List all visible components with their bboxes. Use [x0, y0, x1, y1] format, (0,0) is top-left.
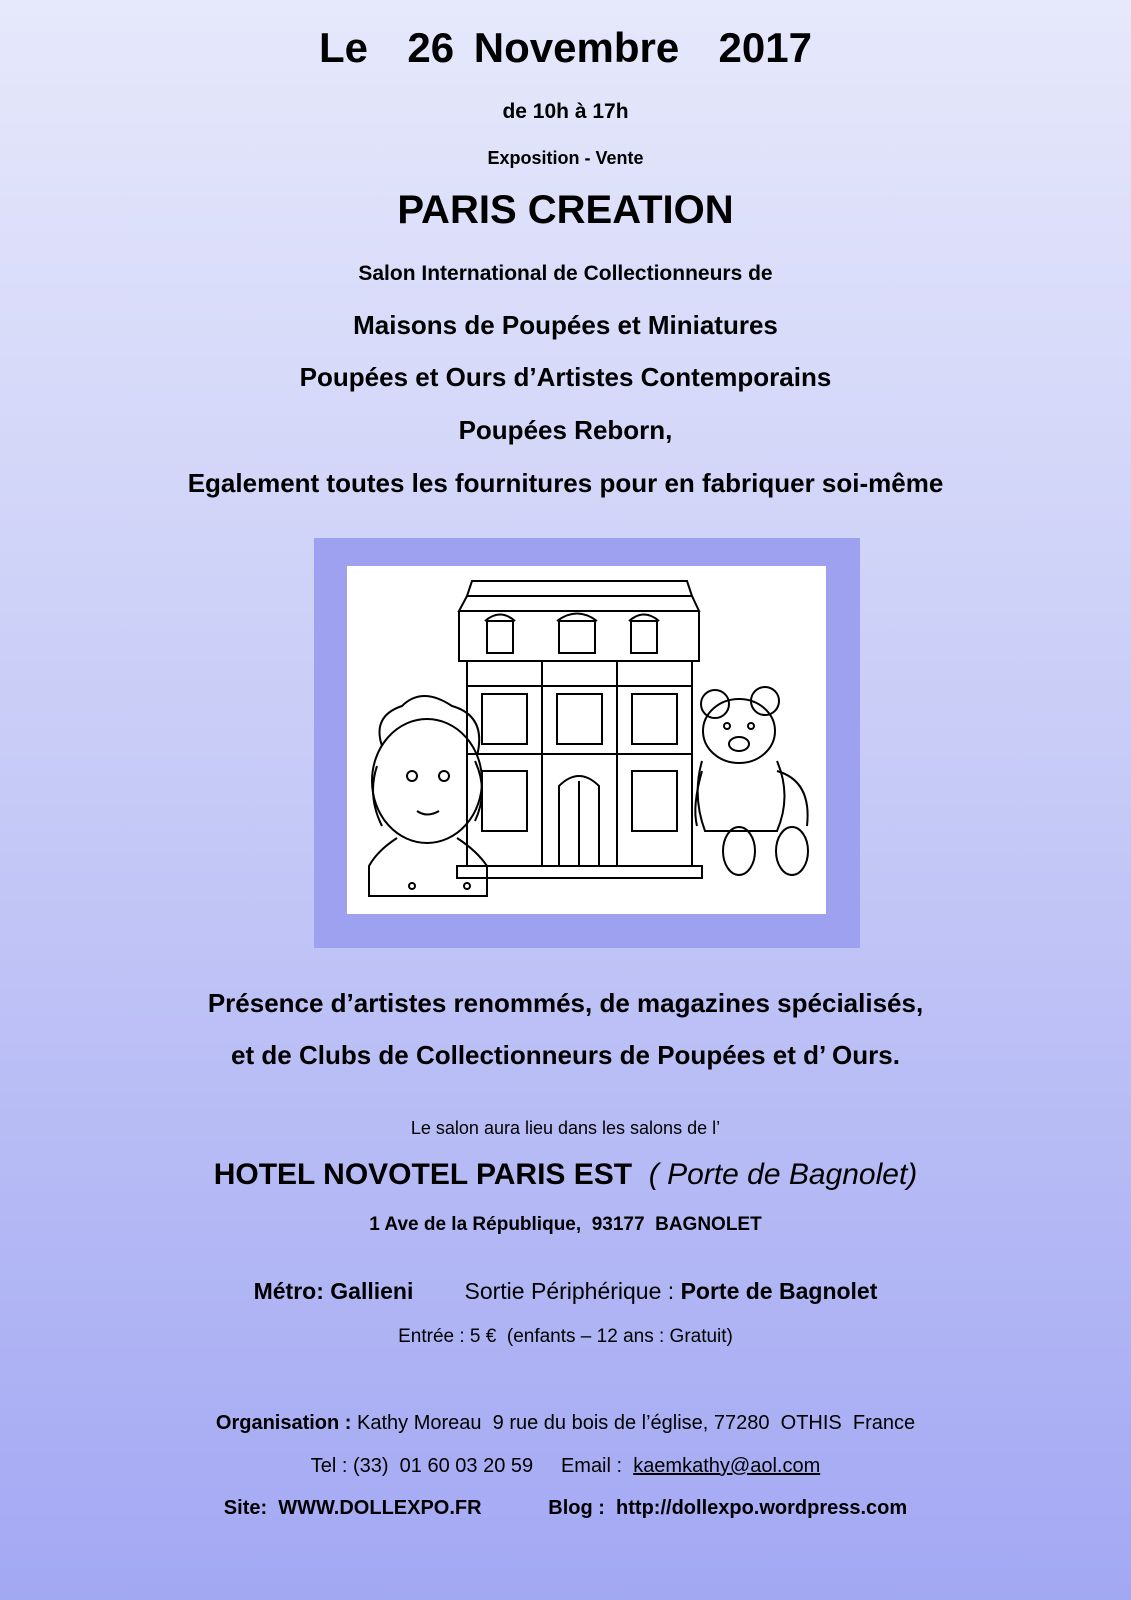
- organisation: [0, 1412, 1131, 1435]
- exit-label: Sortie Périphérique :: [464, 1278, 675, 1304]
- metro-value: Gallieni: [330, 1278, 414, 1304]
- phone: Tel : (33) 01 60 03 20 59: [310, 1455, 534, 1477]
- presence-line-2: et de Clubs de Collectionneurs de Poupées et d’ Ours.: [231, 1040, 900, 1070]
- category-line-3: Poupées Reborn,: [458, 415, 673, 445]
- blog-label: Blog :: [548, 1497, 605, 1519]
- venue-address: 1 Ave de la République, 93177 BAGNOLET: [369, 1214, 762, 1235]
- blog-link[interactable]: http://dollexpo.wordpress.com: [616, 1497, 908, 1519]
- email-label: Email :: [560, 1455, 623, 1477]
- illustration-frame: [314, 538, 860, 948]
- event-date: Le 26 Novembre 2017: [319, 24, 812, 71]
- category-line-4: Egalement toutes les fournitures pour en fabriquer soi-même: [187, 468, 944, 498]
- metro-label: Métro:: [253, 1278, 324, 1304]
- venue-intro: Le salon aura lieu dans les salons de l’: [410, 1118, 721, 1138]
- event-type: Exposition - Vente: [487, 148, 644, 168]
- email-link[interactable]: kaemkathy@aol.com: [633, 1455, 821, 1477]
- category-line-2: Poupées et Ours d’Artistes Contemporains: [299, 362, 832, 392]
- transport-info: [0, 1278, 1131, 1305]
- org-value: Kathy Moreau 9 rue du bois de l’église, 77280 OTHIS France: [357, 1412, 916, 1434]
- category-line-1: Maisons de Poupées et Miniatures: [353, 310, 778, 340]
- event-subtitle: Salon International de Collectionneurs de: [358, 262, 773, 285]
- site-label: Site:: [223, 1497, 268, 1519]
- exit-value: Porte de Bagnolet: [680, 1278, 878, 1304]
- hotel-note: ( Porte de Bagnolet): [648, 1158, 918, 1191]
- event-hours: de 10h à 17h: [502, 100, 629, 123]
- web-links: [0, 1497, 1131, 1520]
- venue-hotel: [0, 1158, 1131, 1192]
- illustration-panel: [347, 566, 826, 914]
- hotel-name: HOTEL NOVOTEL PARIS EST: [213, 1158, 633, 1191]
- dollhouse-illustration: [347, 566, 826, 914]
- entry-price: Entrée : 5 € (enfants – 12 ans : Gratuit): [398, 1326, 733, 1347]
- contact-line: [0, 1455, 1131, 1478]
- event-title: PARIS CREATION: [397, 188, 734, 232]
- presence-line-1: Présence d’artistes renommés, de magazines spécialisés,: [207, 988, 924, 1018]
- org-label: Organisation :: [215, 1412, 352, 1434]
- site-link[interactable]: WWW.DOLLEXPO.FR: [278, 1497, 482, 1519]
